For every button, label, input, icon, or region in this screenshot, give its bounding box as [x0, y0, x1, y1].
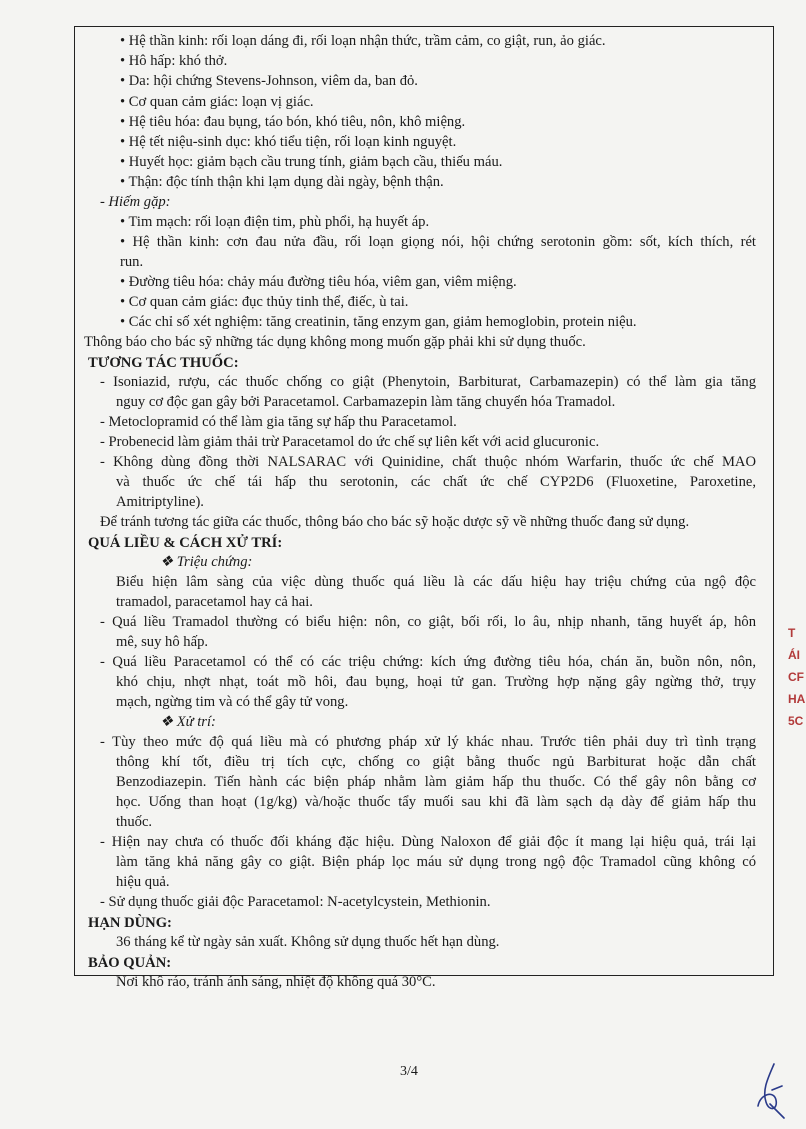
text-line: nguy cơ độc gan gây bởi Paracetamol. Carbamazepin làm tăng chuyển hóa Tramadol.: [116, 394, 616, 410]
text-line: ❖ Xử trí:: [160, 714, 216, 730]
text-line: - Quá liều Tramadol thường có biểu hiện: nôn, co giật, bối rối, lo âu, nhịp nhanh, tăng huyết áp, hôn: [100, 614, 756, 630]
text-line: và thuốc ức chế tái hấp thu serotonin, các chất ức chế CYP2D6 (Fluoxetine, Paroxetine,: [116, 474, 756, 490]
stamp-fragment: ÁI: [788, 648, 800, 662]
text-line: • Da: hội chứng Stevens-Johnson, viêm da, ban đỏ.: [120, 73, 418, 89]
text-line: mạch, ngừng tim và có thể gây tử vong.: [116, 694, 349, 710]
text-line: thông khí tốt, điều trị tích cực, chống co giật bằng thuốc ngủ Barbiturat hoặc dẫn chất: [116, 754, 756, 770]
text-line: - Hiện nay chưa có thuốc đối kháng đặc hiệu. Dùng Naloxon để giải độc ít mang lại hiệu quả, trái lại: [100, 834, 756, 850]
stamp-fragment: T: [788, 626, 796, 640]
page-number: 3/4: [400, 1064, 418, 1079]
text-line: Nơi khô ráo, tránh ánh sáng, nhiệt độ không quá 30°C.: [116, 974, 436, 990]
text-line: • Các chỉ số xét nghiệm: tăng creatinin, tăng enzym gan, giảm hemoglobin, protein niệu.: [120, 314, 637, 330]
text-line: • Thận: độc tính thận khi lạm dụng dài ngày, bệnh thận.: [120, 174, 444, 190]
text-line: học. Uống than hoạt (1g/kg) và/hoặc thuốc tẩy muối sau khi đã làm sạch dạ dày để giảm hấp thu: [116, 794, 756, 810]
text-line: - Probenecid làm giảm thải trừ Paracetamol do ức chế sự liên kết với acid glucuronic.: [100, 434, 600, 450]
text-line: làm tăng khả năng gây co giật. Biện pháp lọc máu sử dụng trong ngộ độc Tramadol cũng không có: [116, 854, 756, 870]
text-line: Biểu hiện lâm sàng của việc dùng thuốc quá liều là các dấu hiệu hay triệu chứng của ngộ độc: [116, 574, 756, 590]
text-line: • Tim mạch: rối loạn điện tim, phù phổi, hạ huyết áp.: [120, 214, 430, 230]
text-line: • Huyết học: giảm bạch cầu trung tính, giảm bạch cầu, thiếu máu.: [120, 154, 503, 170]
text-line: • Đường tiêu hóa: chảy máu đường tiêu hóa, viêm gan, viêm miệng.: [120, 274, 517, 290]
text-line: - Isoniazid, rượu, các thuốc chống co giật (Phenytoin, Barbiturat, Carbamazepin) có thể làm gia tăng: [100, 374, 756, 390]
text-line: • Hệ thần kinh: cơn đau nửa đầu, rối loạn giọng nói, hội chứng serotonin gồm: sốt, kích thích, rét: [120, 234, 756, 250]
text-line: khó chịu, nhợt nhạt, toát mồ hôi, đau bụng, hoại tử gan. Trường hợp nặng gây ngừng thở, trụy: [116, 674, 756, 690]
text-line: • Hệ tiêu hóa: đau bụng, táo bón, khó tiêu, nôn, khô miệng.: [120, 114, 466, 130]
text-line: • Hệ thần kinh: rối loạn dáng đi, rối loạn nhận thức, trầm cảm, co giật, run, ảo giác.: [120, 33, 606, 49]
text-line: • Hệ tết niệu-sinh dục: khó tiểu tiện, rối loạn kinh nguyệt.: [120, 134, 457, 150]
text-line: • Hô hấp: khó thở.: [120, 53, 228, 69]
signature-mark: [752, 1060, 788, 1120]
text-line: - Sử dụng thuốc giải độc Paracetamol: N-acetylcystein, Methionin.: [100, 894, 491, 910]
stamp-fragment: 5C: [788, 714, 804, 728]
text-line: - Hiếm gặp:: [100, 194, 171, 210]
stamp-fragment: HA: [788, 692, 806, 706]
stamp-edge-fragment: [782, 520, 806, 760]
text-line: ❖ Triệu chứng:: [160, 554, 253, 570]
section-heading: QUÁ LIỀU & CÁCH XỬ TRÍ:: [88, 535, 283, 551]
text-line: hiệu quả.: [116, 874, 170, 890]
text-line: run.: [120, 254, 144, 270]
text-line: - Tùy theo mức độ quá liều mà có phương pháp xử lý khác nhau. Trước tiên phải duy trì tình trạng: [100, 734, 756, 750]
text-line: - Không dùng đồng thời NALSARAC với Quinidine, chất thuộc nhóm Warfarin, thuốc ức chế MAO: [100, 454, 756, 470]
text-line: thuốc.: [116, 814, 153, 830]
text-line: Thông báo cho bác sỹ những tác dụng không mong muốn gặp phải khi sử dụng thuốc.: [84, 334, 586, 350]
text-line: - Metoclopramid có thể làm gia tăng sự hấp thu Paracetamol.: [100, 414, 457, 430]
text-line: Amitriptyline).: [116, 494, 204, 510]
stamp-fragment: CF: [788, 670, 804, 684]
text-line: Benzodiazepin. Tiến hành các biện pháp nhằm làm giảm hấp thu thuốc. Có thể gây nôn bằng cơ: [116, 774, 756, 790]
text-line: • Cơ quan cảm giác: đục thủy tinh thể, điếc, ù tai.: [120, 294, 409, 310]
section-heading: HẠN DÙNG:: [88, 915, 172, 931]
text-line: Để tránh tương tác giữa các thuốc, thông báo cho bác sỹ hoặc dược sỹ về những thuốc đang sử dụng.: [100, 514, 690, 530]
section-heading: TƯƠNG TÁC THUỐC:: [88, 355, 239, 371]
section-heading: BẢO QUẢN:: [88, 955, 172, 971]
text-line: 36 tháng kể từ ngày sản xuất. Không sử dụng thuốc hết hạn dùng.: [116, 934, 500, 950]
text-line: • Cơ quan cảm giác: loạn vị giác.: [120, 94, 314, 110]
text-line: - Quá liều Paracetamol có thể có các triệu chứng: kích ứng đường tiêu hóa, chán ăn, buồn nôn, nôn,: [100, 654, 756, 670]
text-line: mê, suy hô hấp.: [116, 634, 209, 650]
text-line: tramadol, paracetamol hay cả hai.: [116, 594, 313, 610]
